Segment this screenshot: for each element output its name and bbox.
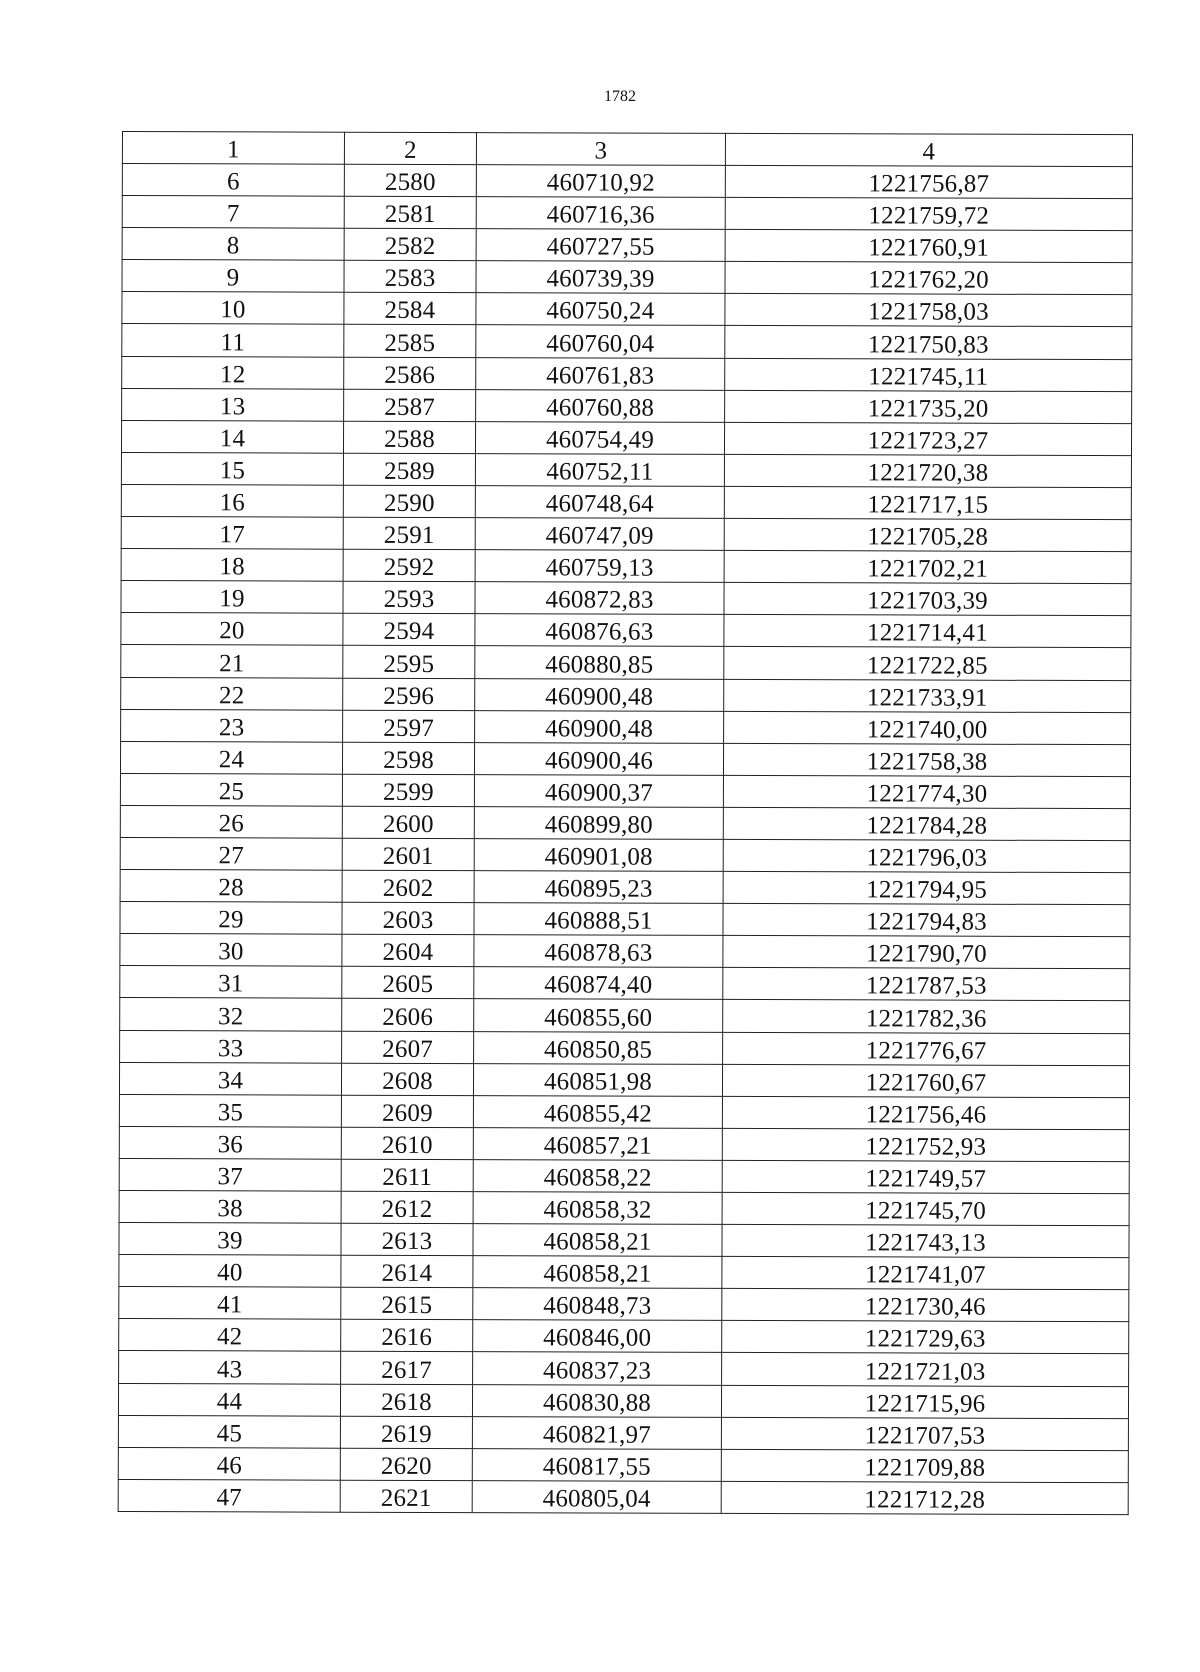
point-number-cell: 2590 <box>343 485 475 518</box>
row-index-cell: 22 <box>121 677 343 710</box>
column-header-3: 3 <box>476 133 725 166</box>
page-number: 1782 <box>604 88 636 105</box>
point-number-cell: 2583 <box>344 260 476 293</box>
table-row <box>120 837 1130 872</box>
table-row <box>122 164 1132 199</box>
table-row <box>119 1223 1129 1258</box>
row-index-cell: 11 <box>122 324 344 357</box>
x-coordinate-cell: 460760,04 <box>476 325 725 358</box>
y-coordinate-cell: 1221745,11 <box>725 358 1132 391</box>
row-index-cell: 12 <box>122 356 344 389</box>
y-coordinate-cell: 1221720,38 <box>724 454 1131 487</box>
x-coordinate-cell: 460900,37 <box>474 774 723 807</box>
y-coordinate-cell: 1221752,93 <box>722 1128 1129 1161</box>
row-index-cell: 20 <box>121 613 343 646</box>
x-coordinate-cell: 460899,80 <box>474 806 723 839</box>
table-row <box>119 1255 1129 1290</box>
table-row <box>122 260 1132 295</box>
row-index-cell: 42 <box>119 1319 341 1352</box>
row-index-cell: 26 <box>120 805 342 838</box>
table-row <box>120 902 1130 937</box>
x-coordinate-cell: 460855,42 <box>473 1095 722 1128</box>
table-row <box>120 741 1130 776</box>
x-coordinate-cell: 460895,23 <box>474 871 723 904</box>
column-header-4: 4 <box>725 133 1132 166</box>
y-coordinate-cell: 1221776,67 <box>723 1032 1130 1065</box>
x-coordinate-cell: 460747,09 <box>475 518 724 551</box>
point-number-cell: 2615 <box>341 1287 473 1320</box>
x-coordinate-cell: 460900,48 <box>475 710 724 743</box>
table-row <box>121 677 1131 712</box>
row-index-cell: 19 <box>121 581 343 614</box>
table-row <box>121 549 1131 584</box>
row-index-cell: 23 <box>121 709 343 742</box>
y-coordinate-cell: 1221721,03 <box>722 1353 1129 1386</box>
point-number-cell: 2610 <box>341 1127 473 1160</box>
x-coordinate-cell: 460850,85 <box>474 1031 723 1064</box>
point-number-cell: 2621 <box>340 1480 472 1513</box>
table-header <box>122 132 1132 167</box>
point-number-cell: 2614 <box>341 1255 473 1288</box>
point-number-cell: 2595 <box>343 646 475 679</box>
row-index-cell: 44 <box>118 1383 340 1416</box>
table-row <box>119 1287 1129 1322</box>
y-coordinate-cell: 1221714,41 <box>724 615 1131 648</box>
table-row <box>121 484 1131 519</box>
point-number-cell: 2603 <box>342 902 474 935</box>
point-number-cell: 2592 <box>343 549 475 582</box>
y-coordinate-cell: 1221760,67 <box>722 1064 1129 1097</box>
x-coordinate-cell: 460760,88 <box>476 389 725 422</box>
y-coordinate-cell: 1221735,20 <box>725 390 1132 423</box>
y-coordinate-cell: 1221743,13 <box>722 1224 1129 1257</box>
row-index-cell: 10 <box>122 292 344 325</box>
point-number-cell: 2600 <box>342 806 474 839</box>
point-number-cell: 2611 <box>341 1159 473 1192</box>
y-coordinate-cell: 1221794,95 <box>723 871 1130 904</box>
table-row <box>122 292 1132 327</box>
table-row <box>121 581 1131 616</box>
x-coordinate-cell: 460748,64 <box>475 486 724 519</box>
x-coordinate-cell: 460848,73 <box>473 1288 722 1321</box>
y-coordinate-cell: 1221709,88 <box>721 1449 1128 1482</box>
point-number-cell: 2599 <box>342 774 474 807</box>
row-index-cell: 45 <box>118 1415 340 1448</box>
row-index-cell: 24 <box>120 741 342 774</box>
column-header-2: 2 <box>344 132 476 164</box>
point-number-cell: 2588 <box>343 421 475 454</box>
y-coordinate-cell: 1221782,36 <box>723 1000 1130 1033</box>
row-index-cell: 6 <box>122 164 344 197</box>
table-row <box>122 356 1132 391</box>
table-row <box>121 709 1131 744</box>
x-coordinate-cell: 460872,83 <box>475 582 724 615</box>
x-coordinate-cell: 460851,98 <box>473 1063 722 1096</box>
table-row <box>119 1158 1129 1193</box>
y-coordinate-cell: 1221750,83 <box>725 326 1132 359</box>
table-row <box>119 1319 1129 1354</box>
coordinates-table <box>118 131 1133 1515</box>
x-coordinate-cell: 460759,13 <box>475 550 724 583</box>
table-row <box>118 1447 1128 1482</box>
y-coordinate-cell: 1221756,87 <box>725 165 1132 198</box>
row-index-cell: 46 <box>118 1447 340 1480</box>
x-coordinate-cell: 460855,60 <box>474 999 723 1032</box>
document-sheet <box>118 131 1132 1515</box>
point-number-cell: 2618 <box>340 1384 472 1417</box>
x-coordinate-cell: 460880,85 <box>475 646 724 679</box>
table-row <box>121 452 1131 487</box>
y-coordinate-cell: 1221707,53 <box>721 1417 1128 1450</box>
x-coordinate-cell: 460876,63 <box>475 614 724 647</box>
table-row <box>121 517 1131 552</box>
y-coordinate-cell: 1221730,46 <box>722 1289 1129 1322</box>
column-header-1: 1 <box>122 132 344 165</box>
table-row <box>120 773 1130 808</box>
y-coordinate-cell: 1221787,53 <box>723 968 1130 1001</box>
y-coordinate-cell: 1221762,20 <box>725 262 1132 295</box>
row-index-cell: 18 <box>121 549 343 582</box>
x-coordinate-cell: 460754,49 <box>475 421 724 454</box>
table-row <box>119 1351 1129 1386</box>
y-coordinate-cell: 1221758,03 <box>725 294 1132 327</box>
point-number-cell: 2604 <box>342 934 474 967</box>
y-coordinate-cell: 1221758,38 <box>723 743 1130 776</box>
point-number-cell: 2597 <box>343 710 475 743</box>
table-row <box>118 1415 1128 1450</box>
y-coordinate-cell: 1221702,21 <box>724 551 1131 584</box>
row-index-cell: 9 <box>122 260 344 293</box>
row-index-cell: 14 <box>121 420 343 453</box>
row-index-cell: 28 <box>120 870 342 903</box>
row-index-cell: 8 <box>122 228 344 261</box>
row-index-cell: 33 <box>120 1030 342 1063</box>
point-number-cell: 2617 <box>341 1352 473 1385</box>
row-index-cell: 38 <box>119 1190 341 1223</box>
table-row <box>122 228 1132 263</box>
y-coordinate-cell: 1221759,72 <box>725 197 1132 230</box>
y-coordinate-cell: 1221756,46 <box>722 1096 1129 1129</box>
y-coordinate-cell: 1221749,57 <box>722 1160 1129 1193</box>
y-coordinate-cell: 1221796,03 <box>723 839 1130 872</box>
point-number-cell: 2616 <box>341 1320 473 1353</box>
point-number-cell: 2607 <box>342 1031 474 1064</box>
table-row <box>121 613 1131 648</box>
x-coordinate-cell: 460805,04 <box>472 1480 721 1513</box>
x-coordinate-cell: 460878,63 <box>474 935 723 968</box>
x-coordinate-cell: 460837,23 <box>473 1352 722 1385</box>
x-coordinate-cell: 460857,21 <box>473 1127 722 1160</box>
point-number-cell: 2591 <box>343 517 475 550</box>
y-coordinate-cell: 1221715,96 <box>721 1385 1128 1418</box>
point-number-cell: 2581 <box>344 196 476 229</box>
x-coordinate-cell: 460858,32 <box>473 1192 722 1225</box>
point-number-cell: 2582 <box>344 228 476 261</box>
y-coordinate-cell: 1221723,27 <box>724 422 1131 455</box>
x-coordinate-cell: 460858,21 <box>473 1256 722 1289</box>
y-coordinate-cell: 1221774,30 <box>723 775 1130 808</box>
point-number-cell: 2594 <box>343 614 475 647</box>
x-coordinate-cell: 460710,92 <box>476 165 725 198</box>
table-row <box>119 1190 1129 1225</box>
y-coordinate-cell: 1221794,83 <box>723 904 1130 937</box>
x-coordinate-cell: 460900,48 <box>475 678 724 711</box>
row-index-cell: 27 <box>120 837 342 870</box>
point-number-cell: 2580 <box>344 164 476 197</box>
point-number-cell: 2602 <box>342 870 474 903</box>
y-coordinate-cell: 1221705,28 <box>724 518 1131 551</box>
row-index-cell: 21 <box>121 645 343 678</box>
y-coordinate-cell: 1221729,63 <box>722 1321 1129 1354</box>
row-index-cell: 40 <box>119 1255 341 1288</box>
point-number-cell: 2601 <box>342 838 474 871</box>
point-number-cell: 2609 <box>341 1095 473 1128</box>
x-coordinate-cell: 460716,36 <box>476 197 725 230</box>
table-row <box>121 420 1131 455</box>
row-index-cell: 29 <box>120 902 342 935</box>
row-index-cell: 36 <box>119 1126 341 1159</box>
x-coordinate-cell: 460858,21 <box>473 1224 722 1257</box>
table-row <box>120 998 1130 1033</box>
row-index-cell: 35 <box>119 1094 341 1127</box>
row-index-cell: 41 <box>119 1287 341 1320</box>
y-coordinate-cell: 1221760,91 <box>725 230 1132 263</box>
point-number-cell: 2619 <box>340 1416 472 1449</box>
point-number-cell: 2620 <box>340 1448 472 1481</box>
row-index-cell: 16 <box>121 484 343 517</box>
x-coordinate-cell: 460821,97 <box>472 1416 721 1449</box>
table-row <box>122 324 1132 359</box>
x-coordinate-cell: 460858,22 <box>473 1160 722 1193</box>
point-number-cell: 2598 <box>342 742 474 775</box>
table-row <box>120 1030 1130 1065</box>
table-row <box>120 934 1130 969</box>
y-coordinate-cell: 1221712,28 <box>721 1481 1128 1514</box>
x-coordinate-cell: 460901,08 <box>474 839 723 872</box>
x-coordinate-cell: 460817,55 <box>472 1448 721 1481</box>
point-number-cell: 2587 <box>344 389 476 422</box>
header-row <box>122 132 1132 167</box>
x-coordinate-cell: 460727,55 <box>476 229 725 262</box>
row-index-cell: 17 <box>121 517 343 550</box>
row-index-cell: 32 <box>120 998 342 1031</box>
point-number-cell: 2613 <box>341 1223 473 1256</box>
y-coordinate-cell: 1221741,07 <box>722 1257 1129 1290</box>
y-coordinate-cell: 1221740,00 <box>724 711 1131 744</box>
x-coordinate-cell: 460739,39 <box>476 261 725 294</box>
table-row <box>119 1062 1129 1097</box>
point-number-cell: 2593 <box>343 581 475 614</box>
table-row <box>122 388 1132 423</box>
x-coordinate-cell: 460830,88 <box>472 1384 721 1417</box>
y-coordinate-cell: 1221745,70 <box>722 1192 1129 1225</box>
table-row <box>119 1094 1129 1129</box>
y-coordinate-cell: 1221717,15 <box>724 486 1131 519</box>
table-body <box>118 164 1132 1515</box>
row-index-cell: 43 <box>119 1351 341 1384</box>
row-index-cell: 34 <box>119 1062 341 1095</box>
row-index-cell: 39 <box>119 1223 341 1256</box>
row-index-cell: 30 <box>120 934 342 967</box>
row-index-cell: 15 <box>121 452 343 485</box>
y-coordinate-cell: 1221784,28 <box>723 807 1130 840</box>
x-coordinate-cell: 460752,11 <box>475 453 724 486</box>
x-coordinate-cell: 460750,24 <box>476 293 725 326</box>
point-number-cell: 2584 <box>344 293 476 326</box>
table-row <box>121 645 1131 680</box>
y-coordinate-cell: 1221722,85 <box>724 647 1131 680</box>
row-index-cell: 31 <box>120 966 342 999</box>
y-coordinate-cell: 1221703,39 <box>724 583 1131 616</box>
table-row <box>120 805 1130 840</box>
point-number-cell: 2606 <box>342 999 474 1032</box>
row-index-cell: 13 <box>122 388 344 421</box>
point-number-cell: 2612 <box>341 1191 473 1224</box>
x-coordinate-cell: 460900,46 <box>474 742 723 775</box>
y-coordinate-cell: 1221733,91 <box>724 679 1131 712</box>
point-number-cell: 2585 <box>344 325 476 358</box>
point-number-cell: 2586 <box>344 357 476 390</box>
table-row <box>120 966 1130 1001</box>
point-number-cell: 2589 <box>343 453 475 486</box>
table-row <box>120 870 1130 905</box>
row-index-cell: 37 <box>119 1158 341 1191</box>
point-number-cell: 2608 <box>341 1063 473 1096</box>
x-coordinate-cell: 460874,40 <box>474 967 723 1000</box>
row-index-cell: 25 <box>120 773 342 806</box>
point-number-cell: 2596 <box>343 678 475 711</box>
row-index-cell: 7 <box>122 196 344 229</box>
x-coordinate-cell: 460846,00 <box>473 1320 722 1353</box>
row-index-cell: 47 <box>118 1479 340 1512</box>
x-coordinate-cell: 460761,83 <box>476 357 725 390</box>
x-coordinate-cell: 460888,51 <box>474 903 723 936</box>
point-number-cell: 2605 <box>342 967 474 1000</box>
y-coordinate-cell: 1221790,70 <box>723 936 1130 969</box>
table-row <box>118 1479 1128 1514</box>
table-row <box>122 196 1132 231</box>
table-row <box>118 1383 1128 1418</box>
table-row <box>119 1126 1129 1161</box>
